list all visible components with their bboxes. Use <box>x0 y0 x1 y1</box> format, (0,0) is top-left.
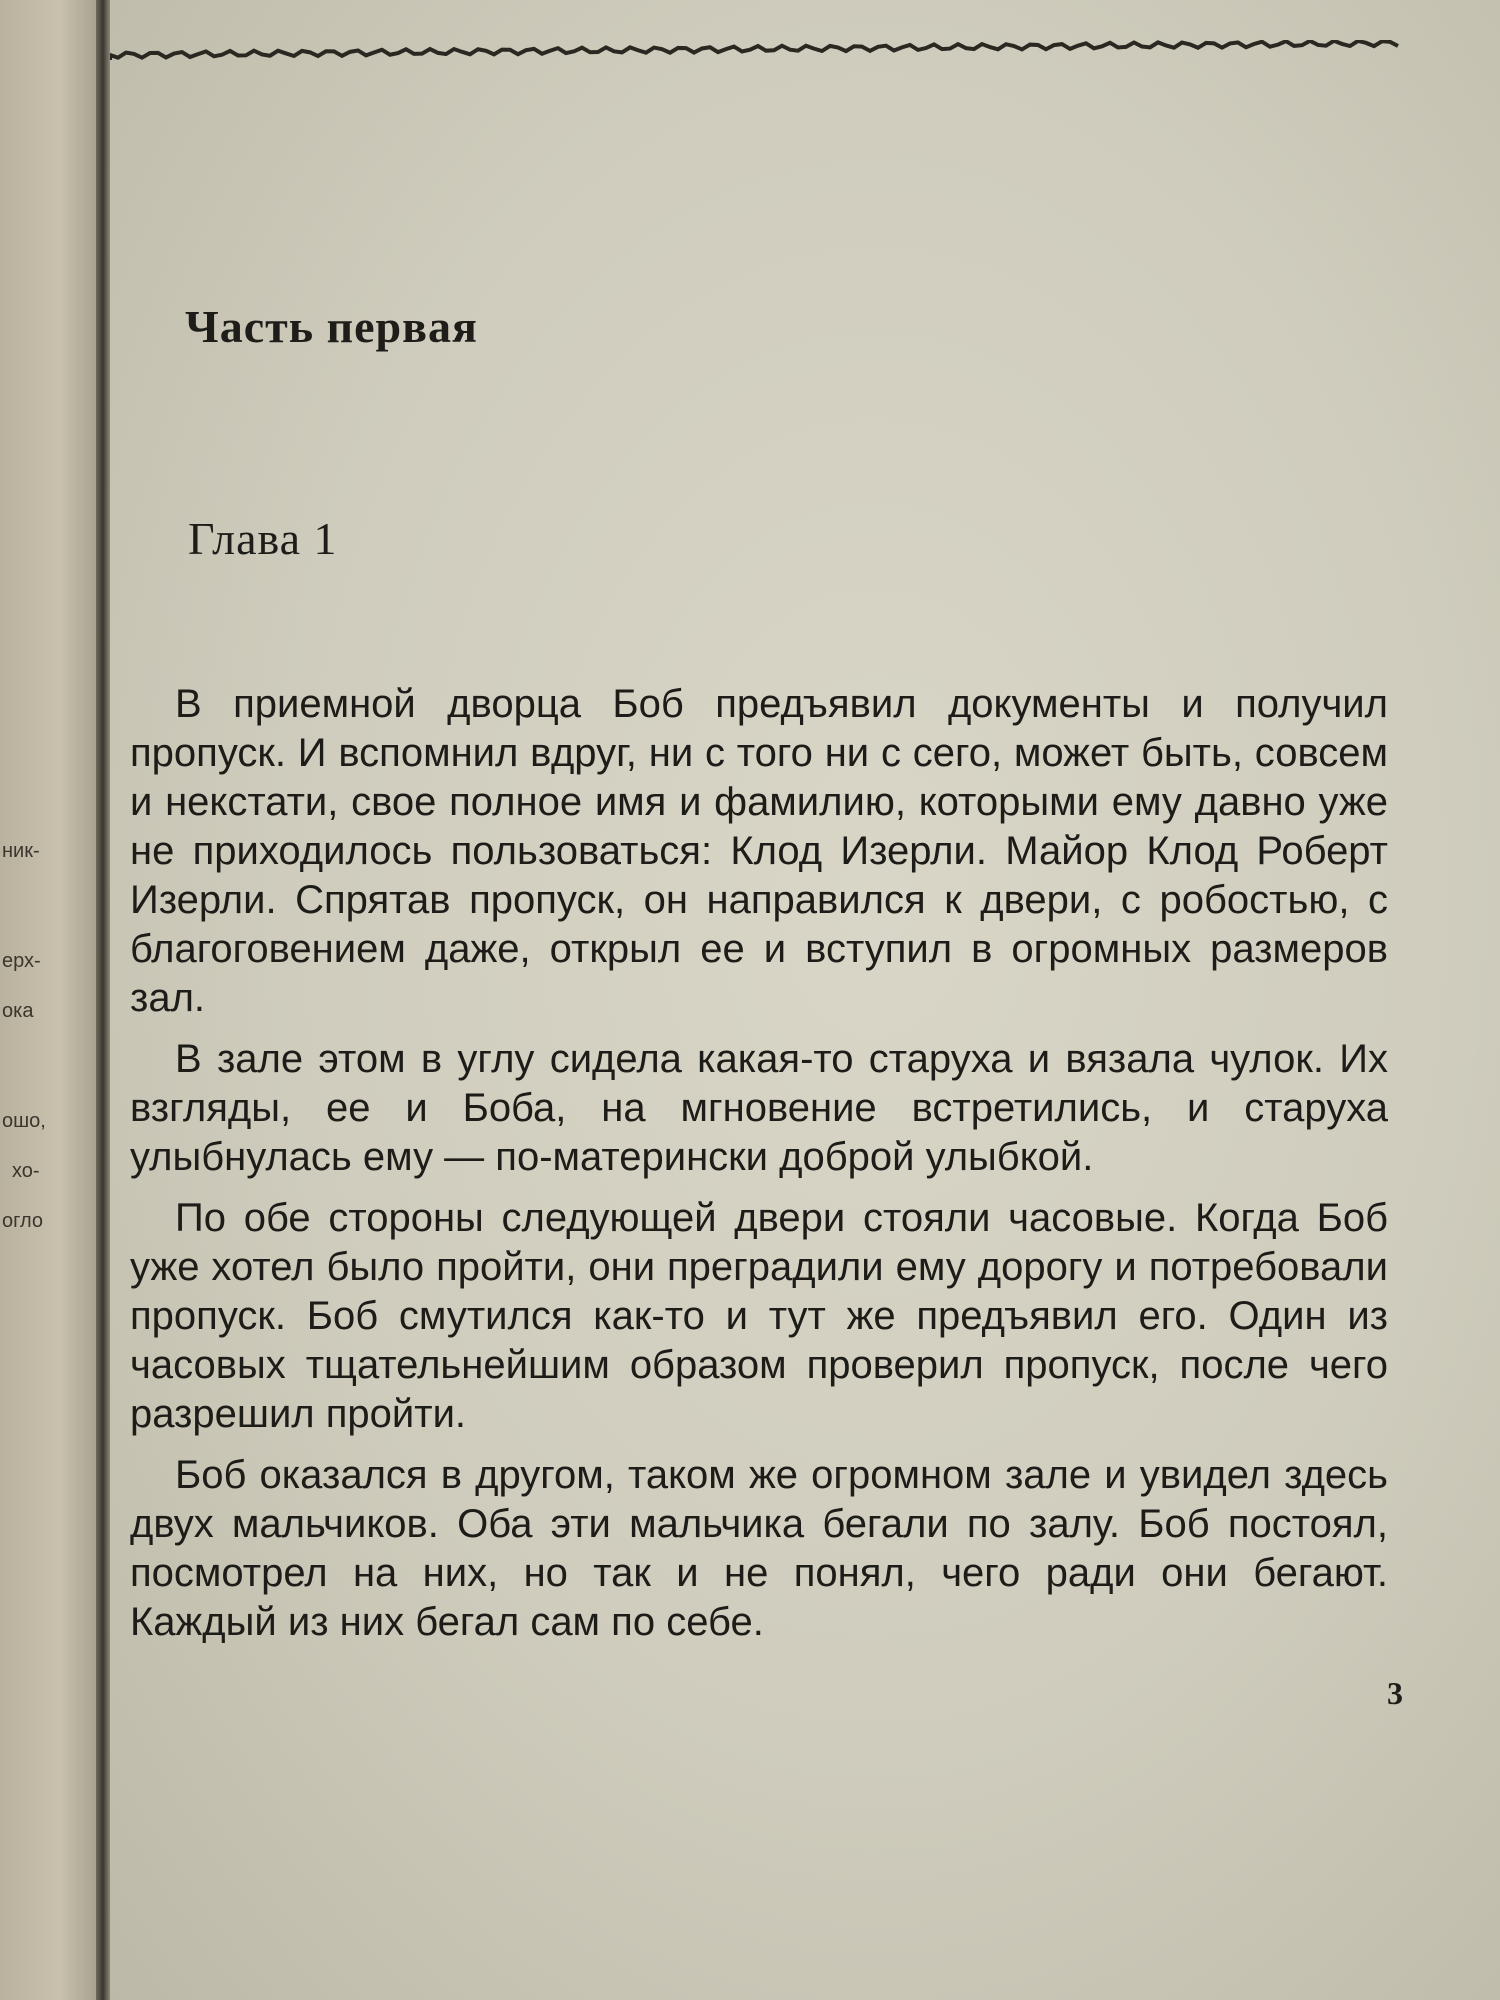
page-number: 3 <box>1387 1675 1403 1711</box>
part-title: Часть первая <box>185 301 478 352</box>
left-page-fragment: ерх- <box>2 950 41 972</box>
left-page-edge <box>0 0 100 2000</box>
book-page <box>110 0 1500 2000</box>
paragraph: Боб оказался в другом, таком же огромном зале и увидел здесь двух мальчиков. Оба эти мальчика бегали по залу. Боб постоял, посмотрел на них, но так и не понял, чего ради они бегают. Каждый из них бегал сам по себе. <box>130 1453 1388 1644</box>
book-spine <box>96 0 110 2000</box>
left-page-fragment: ока <box>2 1000 34 1022</box>
chapter-title: Глава 1 <box>188 513 338 564</box>
paragraph: В зале этом в углу сидела какая-то старуха и вязала чулок. Их взгляды, ее и Боба, на мгновение встретились, и старуха улыбнулась ему — по-матерински доброй улыбкой. <box>130 1037 1388 1179</box>
decorative-wavy-rule <box>110 40 1400 70</box>
left-page-fragment: хо- <box>12 1160 40 1182</box>
body-text <box>130 680 1388 1659</box>
paragraph: В приемной дворца Боб предъявил документы и получил пропуск. И вспомнил вдруг, ни с того ни с сего, может быть, совсем и некстати, свое полное имя и фамилию, которыми ему давно уже не приходилось пользоваться: Клод Изерли. Майор Клод Роберт Изерли. Спрятав пропуск, он направился к двери, с робостью, с благоговением даже, открыл ее и вступил в огромных размеров зал. <box>130 682 1388 1020</box>
left-page-fragment: огло <box>2 1210 43 1232</box>
left-page-fragment: ник- <box>2 840 40 862</box>
left-page-fragment: ошо, <box>2 1110 46 1132</box>
paragraph: По обе стороны следующей двери стояли часовые. Когда Боб уже хотел было пройти, они преградили ему дорогу и потребовали пропуск. Боб смутился как-то и тут же предъявил его. Один из часовых тщательнейшим образом проверил пропуск, после чего разрешил пройти. <box>130 1196 1388 1436</box>
